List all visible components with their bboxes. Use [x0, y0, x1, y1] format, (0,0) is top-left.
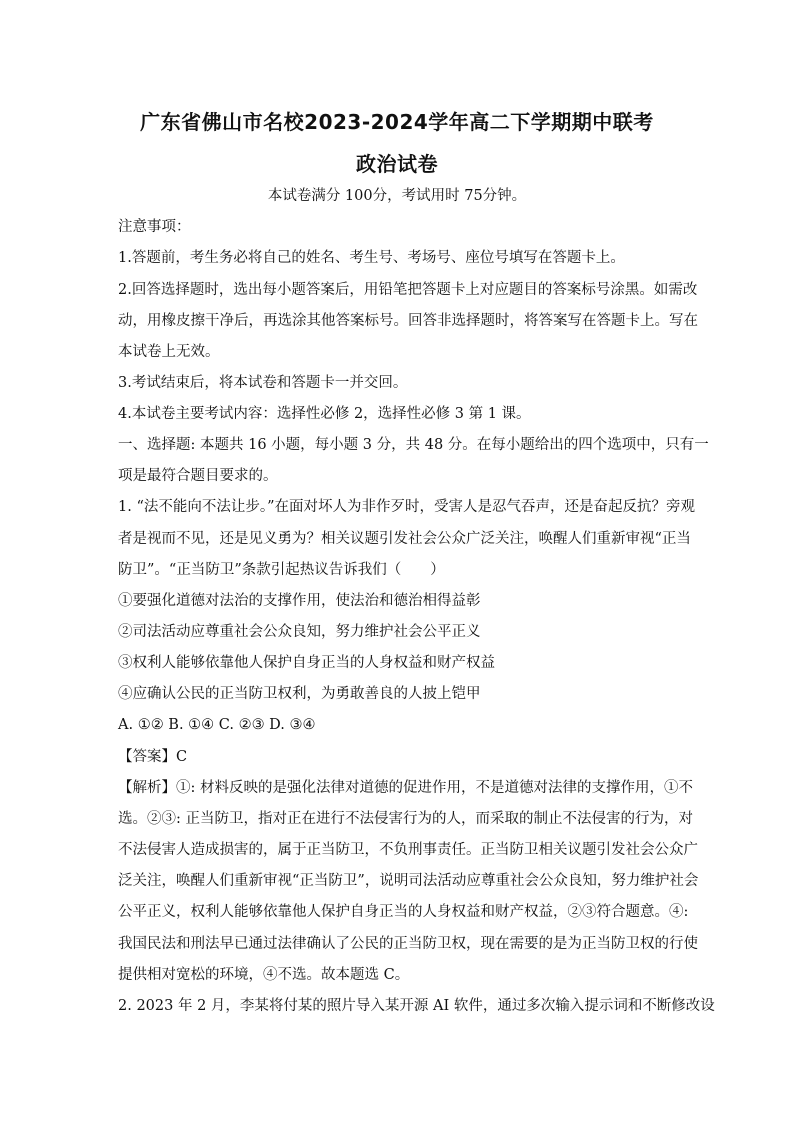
analysis-line-6: 我国民法和刑法早已通过法律确认了公民的正当防卫权，现在需要的是为正当防卫权的行使	[118, 936, 698, 952]
notice-3: 3.考试结束后，将本试卷和答题卡一并交回。	[118, 375, 408, 391]
statement-1: ①要强化道德对法治的支撑作用，使法治和德治相得益彰	[118, 593, 481, 609]
notice-2-cont: 动，用橡皮擦干净后，再选涂其他答案标号。回答非选择题时，将答案写在答题卡上。写在	[118, 313, 698, 329]
question-1-stem-2: 者是视而不见，还是见义勇为？相关议题引发社会公众广泛关注，唤醒人们重新审视“正当	[118, 531, 691, 547]
analysis-line-2: 选。②③: 正当防卫，指对正在进行不法侵害行为的人，而采取的制止不法侵害的行为，对	[118, 811, 693, 827]
statement-4: ④应确认公民的正当防卫权利，为勇敢善良的人披上铠甲	[118, 686, 481, 702]
notice-2-end: 本试卷上无效。	[118, 344, 220, 360]
analysis-line-3: 不法侵害人造成损害的，属于正当防卫，不负刑事责任。正当防卫相关议题引发社会公众广	[118, 842, 698, 858]
score-info: 本试卷满分 100分，考试用时 75分钟。	[267, 188, 527, 204]
question-1-options: A. ①② B. ①④ C. ②③ D. ③④	[118, 717, 316, 733]
statement-3: ③权利人能够依靠他人保护自身正当的人身权益和财产权益	[118, 655, 495, 671]
question-1-stem: 1. “法不能向不法让步。”在面对坏人为非作歹时，受害人是忍气吞声，还是奋起反抗？旁观	[118, 499, 696, 515]
analysis-line-1: 【解析】①: 材料反映的是强化法律对道德的促进作用，不是道德对法律的支撑作用，①不	[118, 780, 693, 796]
analysis-line-7: 提供相对宽松的环境，④不选。故本题选 C。	[118, 967, 410, 983]
exam-subtitle: 政治试卷	[356, 152, 438, 176]
question-1-stem-3: 防卫”。“正当防卫”条款引起热议告诉我们（ ）	[118, 562, 445, 578]
notice-2: 2.回答选择题时，选出每小题答案后，用铅笔把答题卡上对应题目的答案标号涂黑。如需改	[118, 282, 698, 298]
answer-line: 【答案】C	[118, 749, 188, 765]
exam-title: 广东省佛山市名校2023-2024学年高二下学期期中联考	[140, 110, 654, 134]
notice-1: 1.答题前，考生务必将自己的姓名、考生号、考场号、座位号填写在答题卡上。	[118, 250, 625, 266]
question-2-stem: 2. 2023 年 2 月，李某将付某的照片导入某开源 AI 软件，通过多次输入提示词和不断修改设	[118, 998, 715, 1014]
section-heading: 一、选择题: 本题共 16 小题，每小题 3 分，共 48 分。在每小题给出的四个选项中，只有一	[118, 437, 709, 453]
notice-heading: 注意事项：	[118, 219, 191, 235]
notice-4: 4.本试卷主要考试内容：选择性必修 2，选择性必修 3 第 1 课。	[118, 406, 531, 422]
section-heading-cont: 项是最符合题目要求的。	[118, 468, 278, 484]
analysis-line-4: 泛关注，唤醒人们重新审视“正当防卫”，说明司法活动应尊重社会公众良知，努力维护社会	[118, 873, 699, 889]
analysis-line-5: 公平正义，权利人能够依靠他人保护自身正当的人身权益和财产权益，②③符合题意。④:	[118, 904, 689, 920]
statement-2: ②司法活动应尊重社会公众良知，努力维护社会公平正义	[118, 624, 481, 640]
